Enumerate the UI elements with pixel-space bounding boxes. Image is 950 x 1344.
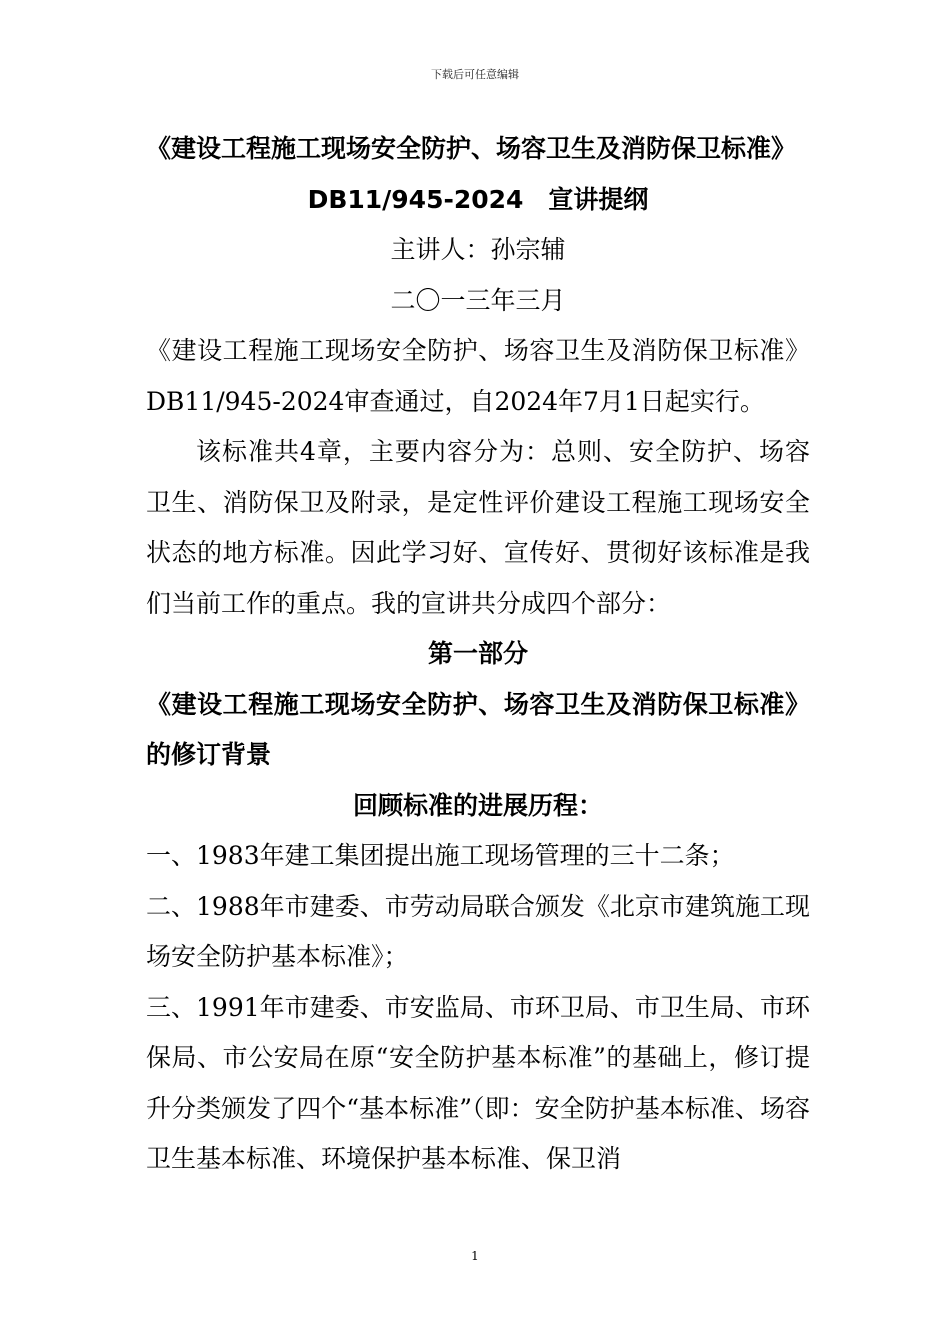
part-title: 《建设工程施工现场安全防护、场容卫生及消防保卫标准》的修订背景 bbox=[146, 689, 810, 769]
document-body bbox=[146, 124, 810, 1185]
page-header-note: 下载后可任意编辑 bbox=[431, 68, 519, 81]
speaker-line: 主讲人：孙宗辅 bbox=[390, 235, 566, 264]
list-item: 二、1988年市建委、市劳动局联合颁发《北京市建筑施工现场安全防护基本标准》； bbox=[146, 891, 810, 971]
document-code-title: DB11/945-2024 宣讲提纲 bbox=[307, 184, 649, 214]
list-item: 三、1991年市建委、市安监局、市环卫局、市卫生局、市环保局、市公安局在原“安全防护基本标准”的基础上，修订提升分类颁发了四个“基本标准”（即：安全防护基本标准、场容卫生基本标准、环境保护基本标准、保卫消 bbox=[146, 992, 810, 1173]
date-line: 二〇一三年三月 bbox=[390, 285, 566, 315]
part-heading: 第一部分 bbox=[427, 639, 528, 668]
list-item: 一、1983年建工集团提出施工现场管理的三十二条； bbox=[146, 841, 735, 870]
summary-paragraph: 该标准共4章，主要内容分为：总则、安全防护、场容卫生、消防保卫及附录，是定性评价建设工程施工现场安全状态的地方标准。因此学习好、宣传好、贯彻好该标准是我们当前工作的重点。我的宣讲共分成四个部分： bbox=[146, 437, 810, 618]
page-number: 1 bbox=[471, 1249, 479, 1263]
document-title: 《建设工程施工现场安全防护、场容卫生及消防保卫标准》 bbox=[146, 134, 797, 163]
review-heading: 回顾标准的进展历程： bbox=[352, 790, 603, 820]
intro-paragraph: 《建设工程施工现场安全防护、场容卫生及消防保卫标准》DB11/945-2024审查通过，自2024年7月1日起实行。 bbox=[146, 336, 810, 416]
